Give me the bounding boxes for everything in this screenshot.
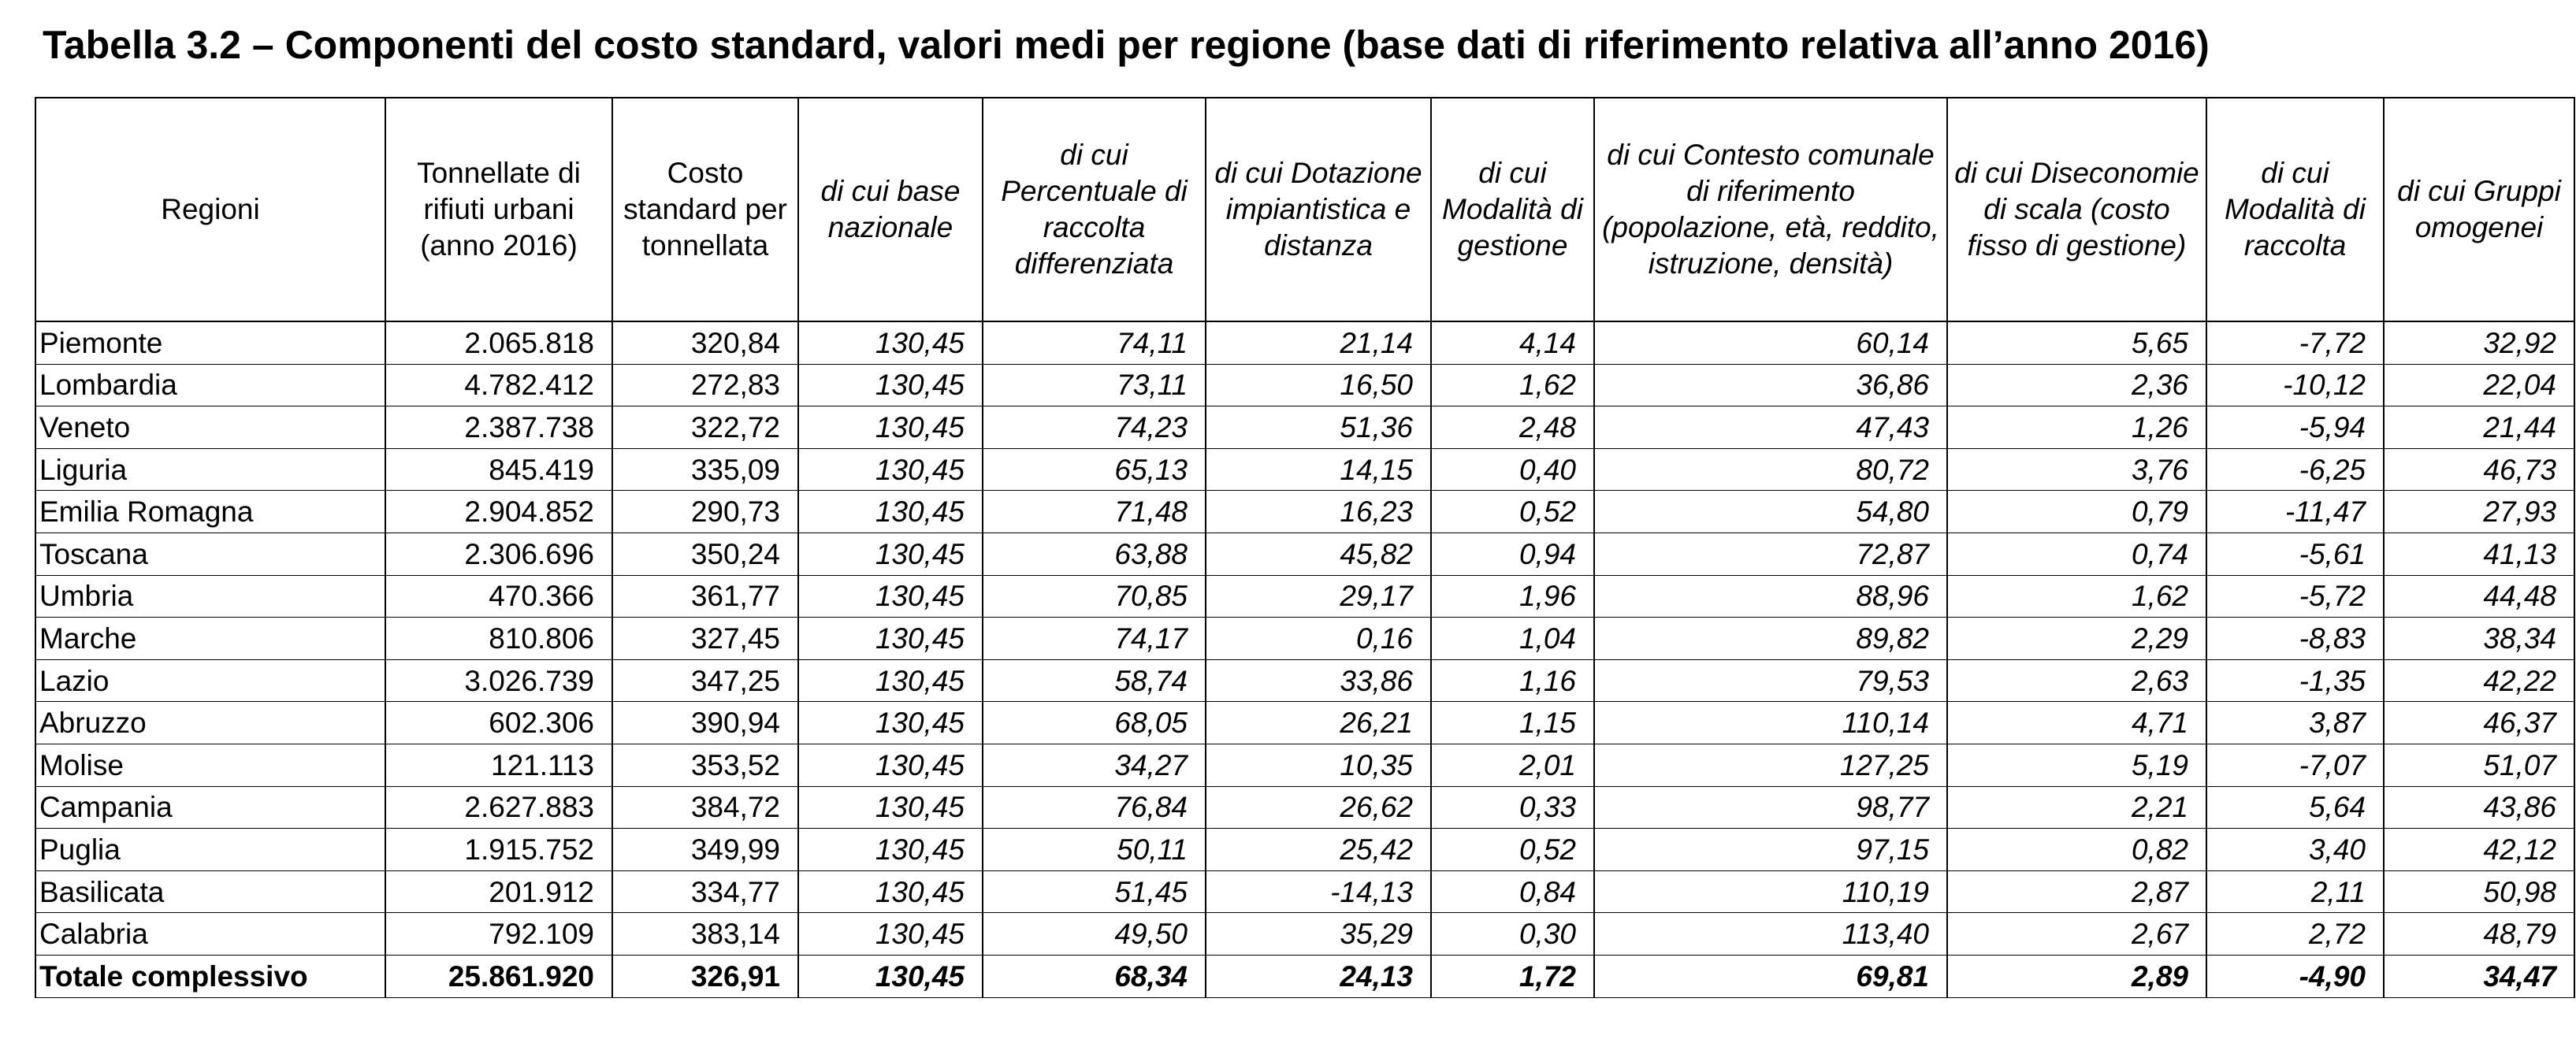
cell-costo-standard: 334,77 (612, 870, 798, 913)
cell-raccolta-differenziata: 74,17 (983, 618, 1206, 660)
cell-gruppi-omogenei: 21,44 (2384, 406, 2574, 449)
column-header-regioni: Regioni (35, 98, 385, 321)
cell-raccolta-differenziata: 34,27 (983, 744, 1206, 786)
cell-modalita-gestione: 0,52 (1431, 491, 1594, 533)
cell-raccolta-differenziata: 50,11 (983, 829, 1206, 871)
cell-region: Veneto (35, 406, 385, 449)
cell-diseconomie-scala: 2,89 (1947, 955, 2206, 997)
cell-modalita-raccolta: -8,83 (2206, 618, 2384, 660)
cell-modalita-raccolta: -5,94 (2206, 406, 2384, 449)
cell-modalita-raccolta: -7,72 (2206, 321, 2384, 364)
table-body (35, 321, 2574, 997)
cell-base-nazionale: 130,45 (798, 829, 983, 871)
cell-costo-standard: 272,83 (612, 364, 798, 406)
cell-gruppi-omogenei: 51,07 (2384, 744, 2574, 786)
cell-modalita-gestione: 0,30 (1431, 913, 1594, 956)
cell-base-nazionale: 130,45 (798, 533, 983, 575)
cell-dotazione-impiantistica: -14,13 (1206, 870, 1431, 913)
cell-region: Toscana (35, 533, 385, 575)
cell-base-nazionale: 130,45 (798, 618, 983, 660)
cell-dotazione-impiantistica: 25,42 (1206, 829, 1431, 871)
cell-modalita-gestione: 0,52 (1431, 829, 1594, 871)
cell-gruppi-omogenei: 42,12 (2384, 829, 2574, 871)
cell-dotazione-impiantistica: 33,86 (1206, 659, 1431, 702)
cell-contesto-comunale: 36,86 (1594, 364, 1947, 406)
cell-modalita-raccolta: 3,87 (2206, 702, 2384, 744)
cell-base-nazionale: 130,45 (798, 744, 983, 786)
cell-gruppi-omogenei: 22,04 (2384, 364, 2574, 406)
cell-tonnellate: 2.627.883 (385, 786, 612, 829)
cell-contesto-comunale: 127,25 (1594, 744, 1947, 786)
cost-components-table (35, 97, 2575, 998)
cell-gruppi-omogenei: 42,22 (2384, 659, 2574, 702)
cell-region: Marche (35, 618, 385, 660)
cell-contesto-comunale: 98,77 (1594, 786, 1947, 829)
cell-modalita-raccolta: -5,61 (2206, 533, 2384, 575)
cell-region: Campania (35, 786, 385, 829)
cell-region: Molise (35, 744, 385, 786)
cell-modalita-gestione: 0,33 (1431, 786, 1594, 829)
cell-modalita-gestione: 1,16 (1431, 659, 1594, 702)
cell-region: Basilicata (35, 870, 385, 913)
cell-modalita-raccolta: 2,11 (2206, 870, 2384, 913)
cell-raccolta-differenziata: 49,50 (983, 913, 1206, 956)
cell-gruppi-omogenei: 44,48 (2384, 575, 2574, 618)
cell-diseconomie-scala: 2,21 (1947, 786, 2206, 829)
cell-diseconomie-scala: 5,65 (1947, 321, 2206, 364)
cell-modalita-gestione: 0,94 (1431, 533, 1594, 575)
cell-dotazione-impiantistica: 26,21 (1206, 702, 1431, 744)
cell-raccolta-differenziata: 63,88 (983, 533, 1206, 575)
cell-region: Abruzzo (35, 702, 385, 744)
cell-dotazione-impiantistica: 29,17 (1206, 575, 1431, 618)
cell-modalita-gestione: 4,14 (1431, 321, 1594, 364)
table-row (35, 744, 2574, 786)
cell-contesto-comunale: 60,14 (1594, 321, 1947, 364)
cell-modalita-raccolta: -10,12 (2206, 364, 2384, 406)
cell-dotazione-impiantistica: 14,15 (1206, 448, 1431, 491)
cell-base-nazionale: 130,45 (798, 491, 983, 533)
cell-base-nazionale: 130,45 (798, 659, 983, 702)
cell-costo-standard: 353,52 (612, 744, 798, 786)
cell-diseconomie-scala: 2,63 (1947, 659, 2206, 702)
cell-costo-standard: 361,77 (612, 575, 798, 618)
cell-dotazione-impiantistica: 35,29 (1206, 913, 1431, 956)
cell-raccolta-differenziata: 76,84 (983, 786, 1206, 829)
column-header-diseconomie-scala: di cui Diseconomie di scala (costo fisso di gestione) (1947, 98, 2206, 321)
cell-diseconomie-scala: 2,67 (1947, 913, 2206, 956)
cell-diseconomie-scala: 2,87 (1947, 870, 2206, 913)
cell-contesto-comunale: 113,40 (1594, 913, 1947, 956)
cell-diseconomie-scala: 0,82 (1947, 829, 2206, 871)
column-header-base-nazionale: di cui base nazionale (798, 98, 983, 321)
cell-region: Lazio (35, 659, 385, 702)
column-header-dotazione-impiantistica: di cui Dotazione impiantistica e distanza (1206, 98, 1431, 321)
cell-contesto-comunale: 110,14 (1594, 702, 1947, 744)
cell-raccolta-differenziata: 71,48 (983, 491, 1206, 533)
cell-costo-standard: 327,45 (612, 618, 798, 660)
column-header-modalita-gestione: di cui Modalità di gestione (1431, 98, 1594, 321)
cell-modalita-raccolta: -1,35 (2206, 659, 2384, 702)
cell-raccolta-differenziata: 65,13 (983, 448, 1206, 491)
cell-modalita-gestione: 1,96 (1431, 575, 1594, 618)
cell-dotazione-impiantistica: 16,23 (1206, 491, 1431, 533)
column-header-gruppi-omogenei: di cui Gruppi omogenei (2384, 98, 2574, 321)
cell-dotazione-impiantistica: 16,50 (1206, 364, 1431, 406)
cell-costo-standard: 350,24 (612, 533, 798, 575)
cell-gruppi-omogenei: 32,92 (2384, 321, 2574, 364)
cell-dotazione-impiantistica: 0,16 (1206, 618, 1431, 660)
cell-raccolta-differenziata: 51,45 (983, 870, 1206, 913)
cell-dotazione-impiantistica: 21,14 (1206, 321, 1431, 364)
cell-region: Totale complessivo (35, 955, 385, 997)
cell-modalita-raccolta: -5,72 (2206, 575, 2384, 618)
cell-modalita-raccolta: 2,72 (2206, 913, 2384, 956)
cell-costo-standard: 384,72 (612, 786, 798, 829)
table-row (35, 829, 2574, 871)
cell-costo-standard: 390,94 (612, 702, 798, 744)
cell-contesto-comunale: 47,43 (1594, 406, 1947, 449)
cell-modalita-gestione: 1,62 (1431, 364, 1594, 406)
table-row (35, 659, 2574, 702)
cell-gruppi-omogenei: 34,47 (2384, 955, 2574, 997)
cell-diseconomie-scala: 2,36 (1947, 364, 2206, 406)
cell-tonnellate: 470.366 (385, 575, 612, 618)
cell-base-nazionale: 130,45 (798, 406, 983, 449)
cell-tonnellate: 810.806 (385, 618, 612, 660)
cell-tonnellate: 121.113 (385, 744, 612, 786)
cell-modalita-raccolta: -11,47 (2206, 491, 2384, 533)
cell-modalita-gestione: 1,72 (1431, 955, 1594, 997)
cell-costo-standard: 335,09 (612, 448, 798, 491)
cell-diseconomie-scala: 0,79 (1947, 491, 2206, 533)
cell-region: Liguria (35, 448, 385, 491)
cell-gruppi-omogenei: 46,73 (2384, 448, 2574, 491)
cell-modalita-raccolta: -4,90 (2206, 955, 2384, 997)
cell-costo-standard: 347,25 (612, 659, 798, 702)
cell-modalita-raccolta: -6,25 (2206, 448, 2384, 491)
cell-costo-standard: 290,73 (612, 491, 798, 533)
cell-gruppi-omogenei: 27,93 (2384, 491, 2574, 533)
cell-tonnellate: 845.419 (385, 448, 612, 491)
cell-tonnellate: 2.306.696 (385, 533, 612, 575)
column-header-tonnellate: Tonnellate di rifiuti urbani (anno 2016) (385, 98, 612, 321)
cell-base-nazionale: 130,45 (798, 321, 983, 364)
cell-contesto-comunale: 89,82 (1594, 618, 1947, 660)
cell-tonnellate: 25.861.920 (385, 955, 612, 997)
cell-base-nazionale: 130,45 (798, 448, 983, 491)
cell-modalita-gestione: 0,40 (1431, 448, 1594, 491)
table-row (35, 406, 2574, 449)
cell-diseconomie-scala: 0,74 (1947, 533, 2206, 575)
cell-costo-standard: 322,72 (612, 406, 798, 449)
cell-costo-standard: 349,99 (612, 829, 798, 871)
cell-costo-standard: 326,91 (612, 955, 798, 997)
cell-base-nazionale: 130,45 (798, 786, 983, 829)
cell-dotazione-impiantistica: 51,36 (1206, 406, 1431, 449)
cell-diseconomie-scala: 4,71 (1947, 702, 2206, 744)
cell-region: Calabria (35, 913, 385, 956)
cell-tonnellate: 1.915.752 (385, 829, 612, 871)
cell-contesto-comunale: 80,72 (1594, 448, 1947, 491)
cell-raccolta-differenziata: 74,11 (983, 321, 1206, 364)
column-header-contesto-comunale: di cui Contesto comunale di riferimento (popolazione, età, reddito, istruzione, densità) (1594, 98, 1947, 321)
cell-tonnellate: 3.026.739 (385, 659, 612, 702)
cell-modalita-raccolta: 3,40 (2206, 829, 2384, 871)
total-row (35, 955, 2574, 997)
cell-contesto-comunale: 88,96 (1594, 575, 1947, 618)
table-row (35, 448, 2574, 491)
table-row (35, 618, 2574, 660)
cell-diseconomie-scala: 2,29 (1947, 618, 2206, 660)
column-header-costo-standard: Costo standard per tonnellata (612, 98, 798, 321)
cell-tonnellate: 2.904.852 (385, 491, 612, 533)
cell-region: Umbria (35, 575, 385, 618)
cell-base-nazionale: 130,45 (798, 913, 983, 956)
cell-raccolta-differenziata: 58,74 (983, 659, 1206, 702)
cell-base-nazionale: 130,45 (798, 364, 983, 406)
cell-region: Emilia Romagna (35, 491, 385, 533)
cell-contesto-comunale: 97,15 (1594, 829, 1947, 871)
cell-dotazione-impiantistica: 45,82 (1206, 533, 1431, 575)
cell-tonnellate: 201.912 (385, 870, 612, 913)
cell-contesto-comunale: 72,87 (1594, 533, 1947, 575)
cell-contesto-comunale: 110,19 (1594, 870, 1947, 913)
table-row (35, 575, 2574, 618)
cell-diseconomie-scala: 5,19 (1947, 744, 2206, 786)
cell-tonnellate: 792.109 (385, 913, 612, 956)
cell-modalita-gestione: 2,01 (1431, 744, 1594, 786)
cell-tonnellate: 602.306 (385, 702, 612, 744)
cell-base-nazionale: 130,45 (798, 870, 983, 913)
table-row (35, 913, 2574, 956)
cell-region: Piemonte (35, 321, 385, 364)
cell-gruppi-omogenei: 48,79 (2384, 913, 2574, 956)
cell-modalita-gestione: 0,84 (1431, 870, 1594, 913)
cell-raccolta-differenziata: 70,85 (983, 575, 1206, 618)
cell-gruppi-omogenei: 50,98 (2384, 870, 2574, 913)
column-header-raccolta-differenziata: di cui Percentuale di raccolta differenziata (983, 98, 1206, 321)
cell-diseconomie-scala: 3,76 (1947, 448, 2206, 491)
cell-modalita-raccolta: -7,07 (2206, 744, 2384, 786)
cell-region: Lombardia (35, 364, 385, 406)
cell-tonnellate: 2.065.818 (385, 321, 612, 364)
column-header-modalita-raccolta: di cui Modalità di raccolta (2206, 98, 2384, 321)
table-row (35, 870, 2574, 913)
cell-diseconomie-scala: 1,26 (1947, 406, 2206, 449)
table-row (35, 491, 2574, 533)
cell-modalita-gestione: 1,15 (1431, 702, 1594, 744)
cell-base-nazionale: 130,45 (798, 702, 983, 744)
cell-base-nazionale: 130,45 (798, 955, 983, 997)
cell-dotazione-impiantistica: 10,35 (1206, 744, 1431, 786)
cell-gruppi-omogenei: 41,13 (2384, 533, 2574, 575)
cell-tonnellate: 2.387.738 (385, 406, 612, 449)
cell-modalita-raccolta: 5,64 (2206, 786, 2384, 829)
cell-gruppi-omogenei: 38,34 (2384, 618, 2574, 660)
cell-diseconomie-scala: 1,62 (1947, 575, 2206, 618)
cell-modalita-gestione: 2,48 (1431, 406, 1594, 449)
cell-contesto-comunale: 54,80 (1594, 491, 1947, 533)
cell-raccolta-differenziata: 74,23 (983, 406, 1206, 449)
cell-raccolta-differenziata: 73,11 (983, 364, 1206, 406)
table-row (35, 321, 2574, 364)
table-row (35, 702, 2574, 744)
table-row (35, 364, 2574, 406)
cell-gruppi-omogenei: 43,86 (2384, 786, 2574, 829)
header-row (35, 98, 2574, 321)
cell-tonnellate: 4.782.412 (385, 364, 612, 406)
cell-modalita-gestione: 1,04 (1431, 618, 1594, 660)
cell-gruppi-omogenei: 46,37 (2384, 702, 2574, 744)
cell-contesto-comunale: 69,81 (1594, 955, 1947, 997)
table-row (35, 533, 2574, 575)
table-title: Tabella 3.2 – Componenti del costo standard, valori medi per regione (base dati di riferimento relativa all’anno 2016) (43, 23, 2210, 67)
cell-costo-standard: 320,84 (612, 321, 798, 364)
cell-raccolta-differenziata: 68,05 (983, 702, 1206, 744)
cell-dotazione-impiantistica: 26,62 (1206, 786, 1431, 829)
cell-raccolta-differenziata: 68,34 (983, 955, 1206, 997)
table-row (35, 786, 2574, 829)
cell-dotazione-impiantistica: 24,13 (1206, 955, 1431, 997)
cell-base-nazionale: 130,45 (798, 575, 983, 618)
cell-region: Puglia (35, 829, 385, 871)
cell-contesto-comunale: 79,53 (1594, 659, 1947, 702)
cell-costo-standard: 383,14 (612, 913, 798, 956)
